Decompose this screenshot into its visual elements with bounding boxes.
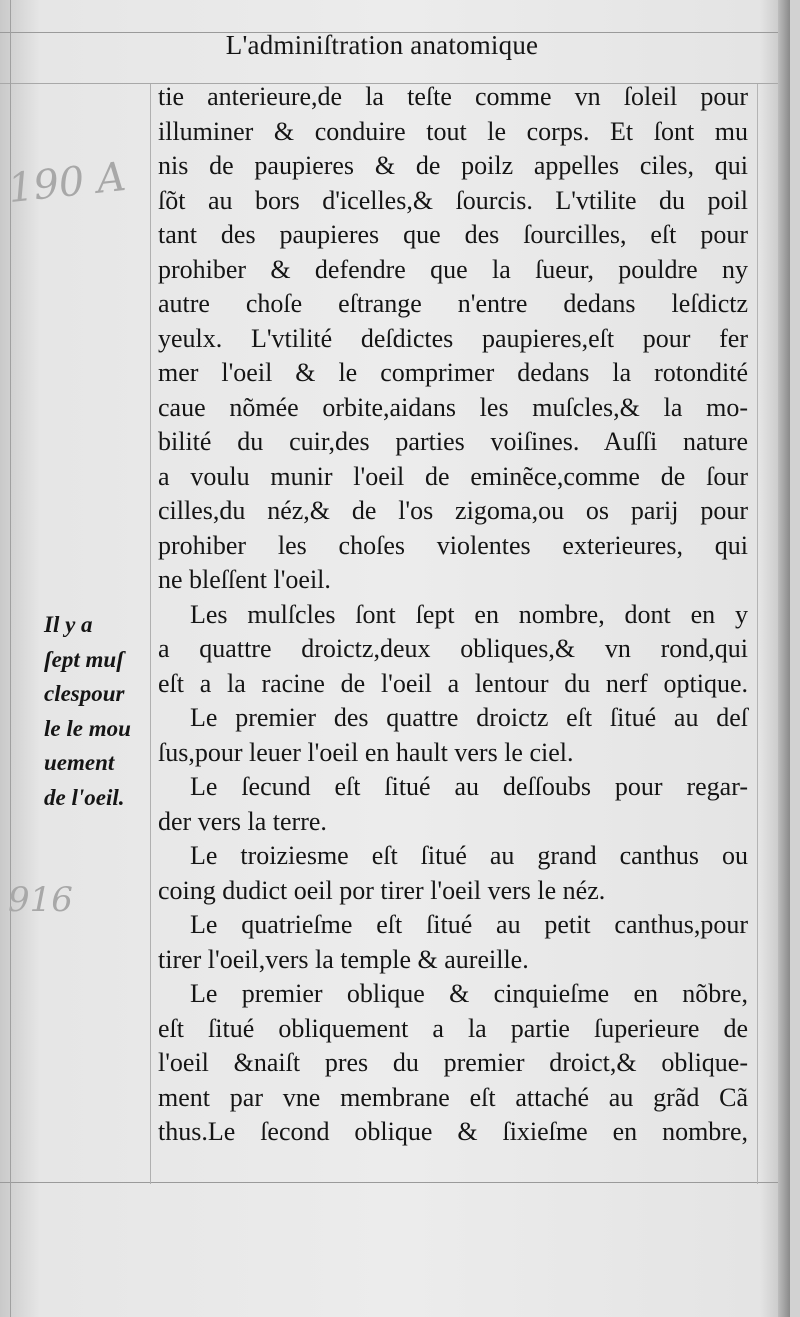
text-line: tie anterieure,de la teſte comme vn ſoleil pour	[158, 82, 748, 111]
text-line: Le premier des quattre droictz eſt ſitué au deſ	[190, 703, 748, 732]
text-line: eſt a la racine de l'oeil a lentour du nerf optique.	[158, 668, 748, 698]
text-line: a quattre droictz,deux obliques,& vn rond,qui	[158, 634, 748, 663]
text-line: ne bleſſent l'oeil.	[158, 565, 331, 594]
text-line: thus.Le ſecond oblique & ſixieſme en nombre,	[158, 1117, 748, 1146]
text-line: autre choſe eſtrange n'entre dedans leſdictz	[158, 289, 748, 318]
text-line: mer l'oeil & le comprimer dedans la rotondité	[158, 358, 748, 387]
text-line: caue nõmée orbite,aidans les muſcles,& la mo-	[158, 392, 748, 422]
text-line: eſt ſitué obliquement a la partie ſuperieure de	[158, 1013, 748, 1043]
text-line: Le troiziesme eſt ſitué au grand canthus ou	[190, 841, 748, 870]
text-line: ſus,pour leuer l'oeil en hault vers le ciel.	[158, 737, 574, 767]
text-line: ſõt au bors d'icelles,& ſourcis. L'vtilite du poil	[158, 185, 748, 215]
page-gutter-shadow	[778, 0, 790, 1317]
body-text	[158, 80, 748, 1150]
margin-note-line: le le mou	[44, 715, 131, 741]
text-line: illuminer & conduire tout le corps. Et ſont mu	[158, 116, 748, 146]
margin-note-line: ſept muſ	[44, 646, 124, 672]
text-line: coing dudict oeil por tirer l'oeil vers le néz.	[158, 875, 606, 905]
text-line: Le premier oblique & cinquieſme en nõbre,	[190, 979, 748, 1008]
text-line: prohiber & defendre que la ſueur, pouldre ny	[158, 254, 748, 284]
text-line: l'oeil &naiſt pres du premier droict,& oblique-	[158, 1048, 748, 1077]
margin-note-line: clespour	[44, 681, 125, 706]
text-line: tant des paupieres que des ſourcilles, eſt pour	[158, 220, 748, 249]
text-line: yeulx. L'vtilité deſdictes paupieres,eſt pour fer	[158, 323, 748, 353]
bottom-rule	[0, 1182, 790, 1183]
page-title: L'adminiſtration anatomique	[225, 30, 539, 60]
margin-note-line: de l'oeil.	[44, 784, 125, 810]
text-line: prohiber les choſes violentes exterieures, qui	[158, 530, 748, 560]
right-margin-rule	[757, 84, 758, 1184]
handwritten-folio-mark: 190 A	[5, 153, 129, 213]
text-line: Le quatrieſme eſt ſitué au petit canthus,pour	[190, 910, 748, 939]
margin-note	[44, 608, 154, 815]
text-line: bilité du cuir,des parties voiſines. Auſſi nature	[158, 427, 748, 456]
text-line: nis de paupieres & de poilz appelles ciles, qui	[158, 151, 748, 180]
text-line: a voulu munir l'oeil de eminẽce,comme de ſour	[158, 461, 748, 491]
handwritten-mark-lower: 916	[8, 880, 73, 920]
margin-note-line: uement	[44, 750, 115, 775]
running-header	[0, 30, 790, 61]
margin-note-line: Il y a	[44, 612, 93, 637]
text-line: tirer l'oeil,vers la temple & aureille.	[158, 944, 529, 974]
text-line: Les mulſcles ſont ſept en nombre, dont en y	[190, 599, 748, 629]
text-line: Le ſecund eſt ſitué au deſſoubs pour regar-	[190, 772, 748, 801]
text-line: cilles,du néz,& de l'os zigoma,ou os parij pour	[158, 496, 748, 525]
text-line: ment par vne membrane eſt attaché au grãd Cã	[158, 1082, 748, 1112]
text-line: der vers la terre.	[158, 806, 327, 836]
